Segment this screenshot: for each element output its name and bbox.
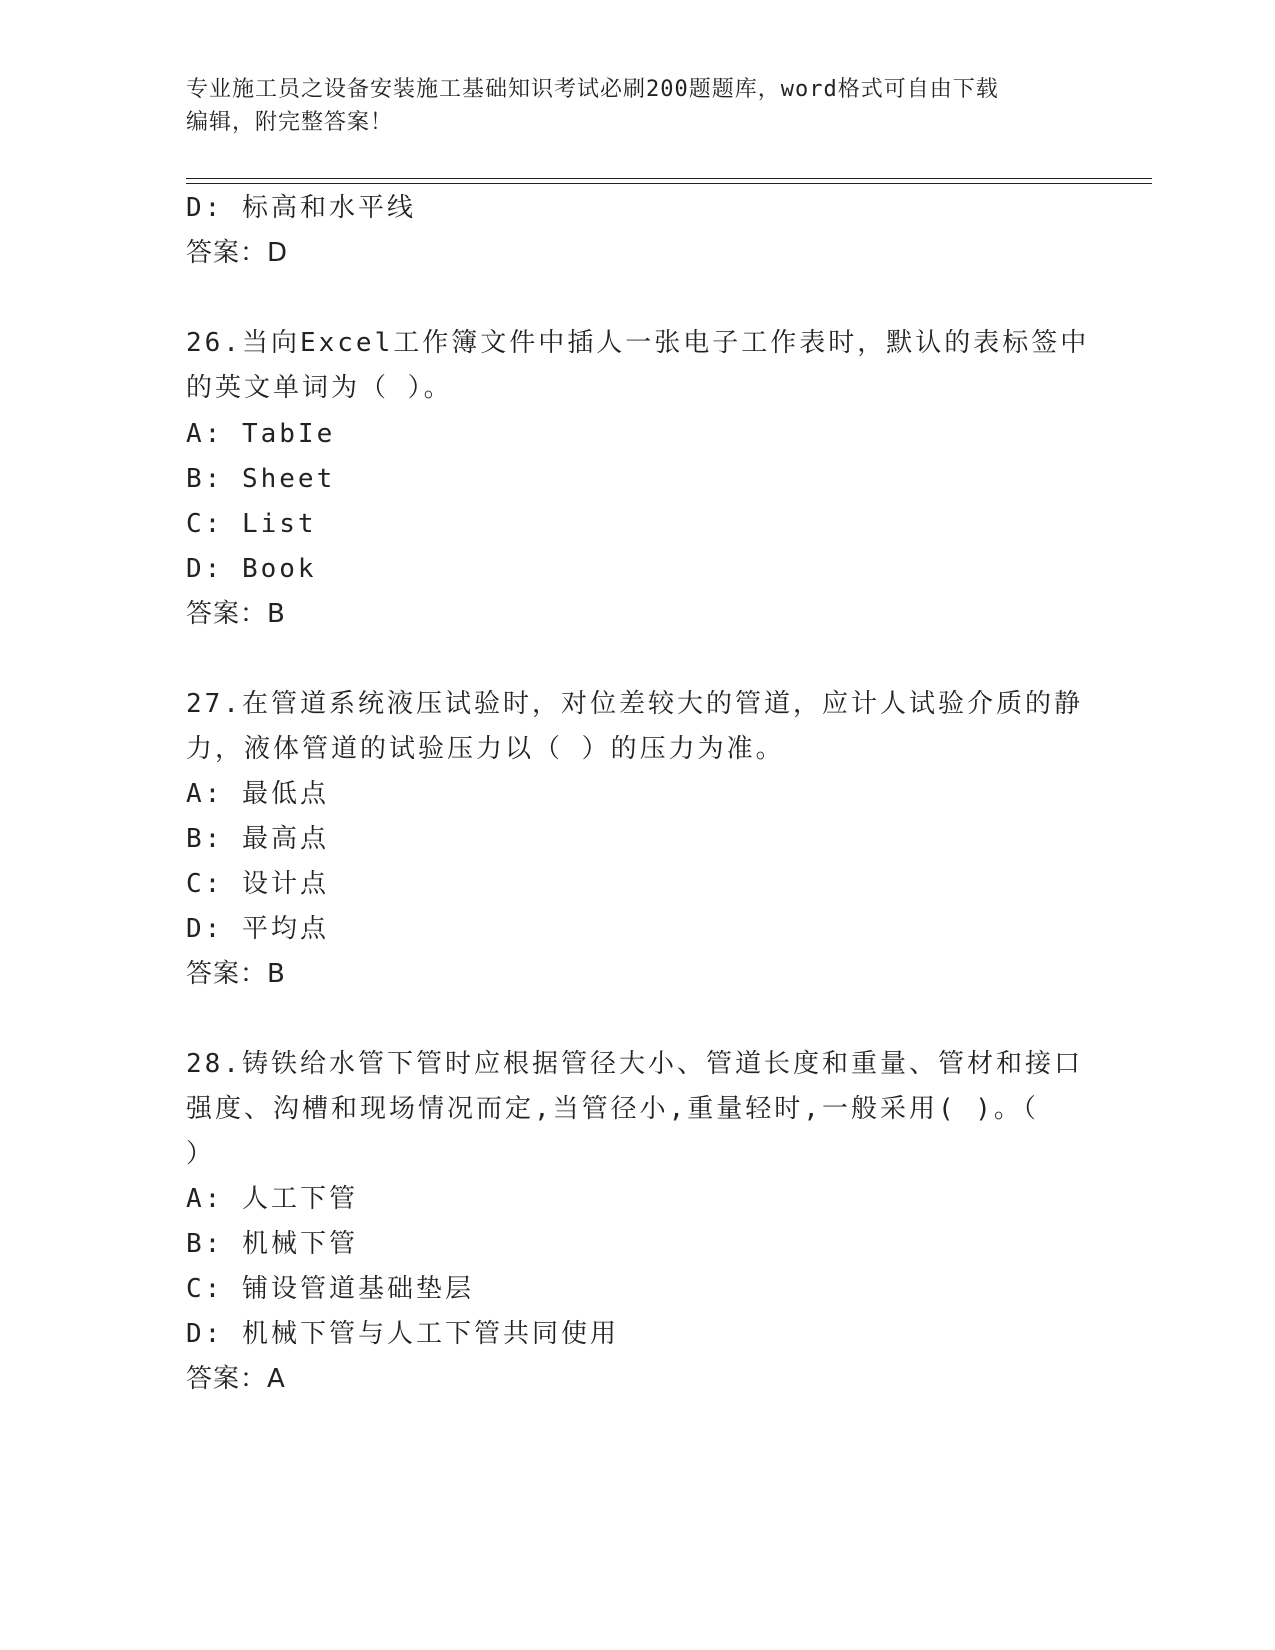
- q26-option-d: D: Book: [186, 554, 317, 584]
- prev-option-d: D: 标高和水平线: [186, 193, 416, 223]
- q27-answer: 答案：B: [186, 959, 286, 989]
- q28-answer: 答案：A: [186, 1364, 286, 1394]
- q27-option-a: A: 最低点: [186, 779, 329, 809]
- q28-option-a: A: 人工下管: [186, 1184, 358, 1214]
- q26-option-c: C: List: [186, 509, 317, 539]
- q28-option-d: D: 机械下管与人工下管共同使用: [186, 1319, 619, 1349]
- header-line-2: 编辑，附完整答案！: [186, 110, 394, 135]
- q28-option-c: C: 铺设管道基础垫层: [186, 1274, 474, 1304]
- q28-text-line-3: ）: [186, 1139, 216, 1169]
- q26-option-a: A: TabIe: [186, 419, 336, 449]
- q26-text-line-1: 26.当向Excel工作簿文件中插人一张电子工作表时，默认的表标签中: [186, 328, 1090, 358]
- q27-text-line-1: 27.在管道系统液压试验时，对位差较大的管道，应计人试验介质的静: [186, 689, 1083, 719]
- q27-text-line-2: 力，液体管道的试验压力以（ ）的压力为准。: [186, 734, 785, 764]
- q26-text-line-2: 的英文单词为（ ）。: [186, 373, 453, 403]
- header-divider-top: [186, 178, 1152, 179]
- document-header: [186, 73, 1066, 139]
- q26-option-b: B: Sheet: [186, 464, 336, 494]
- q28-text-line-1: 28.铸铁给水管下管时应根据管径大小、管道长度和重量、管材和接口: [186, 1049, 1083, 1079]
- header-line-1: 专业施工员之设备安装施工基础知识考试必刷200题题库，word格式可自由下载: [186, 77, 999, 102]
- q27-option-c: C: 设计点: [186, 869, 329, 899]
- q27-option-d: D: 平均点: [186, 914, 329, 944]
- header-divider-bottom: [186, 183, 1152, 184]
- q27-option-b: B: 最高点: [186, 824, 329, 854]
- prev-answer: 答案：D: [186, 238, 289, 268]
- q28-text-line-2: 强度、沟槽和现场情况而定,当管径小,重量轻时,一般采用( )。（: [186, 1094, 1039, 1124]
- q28-option-b: B: 机械下管: [186, 1229, 358, 1259]
- q26-answer: 答案：B: [186, 599, 286, 629]
